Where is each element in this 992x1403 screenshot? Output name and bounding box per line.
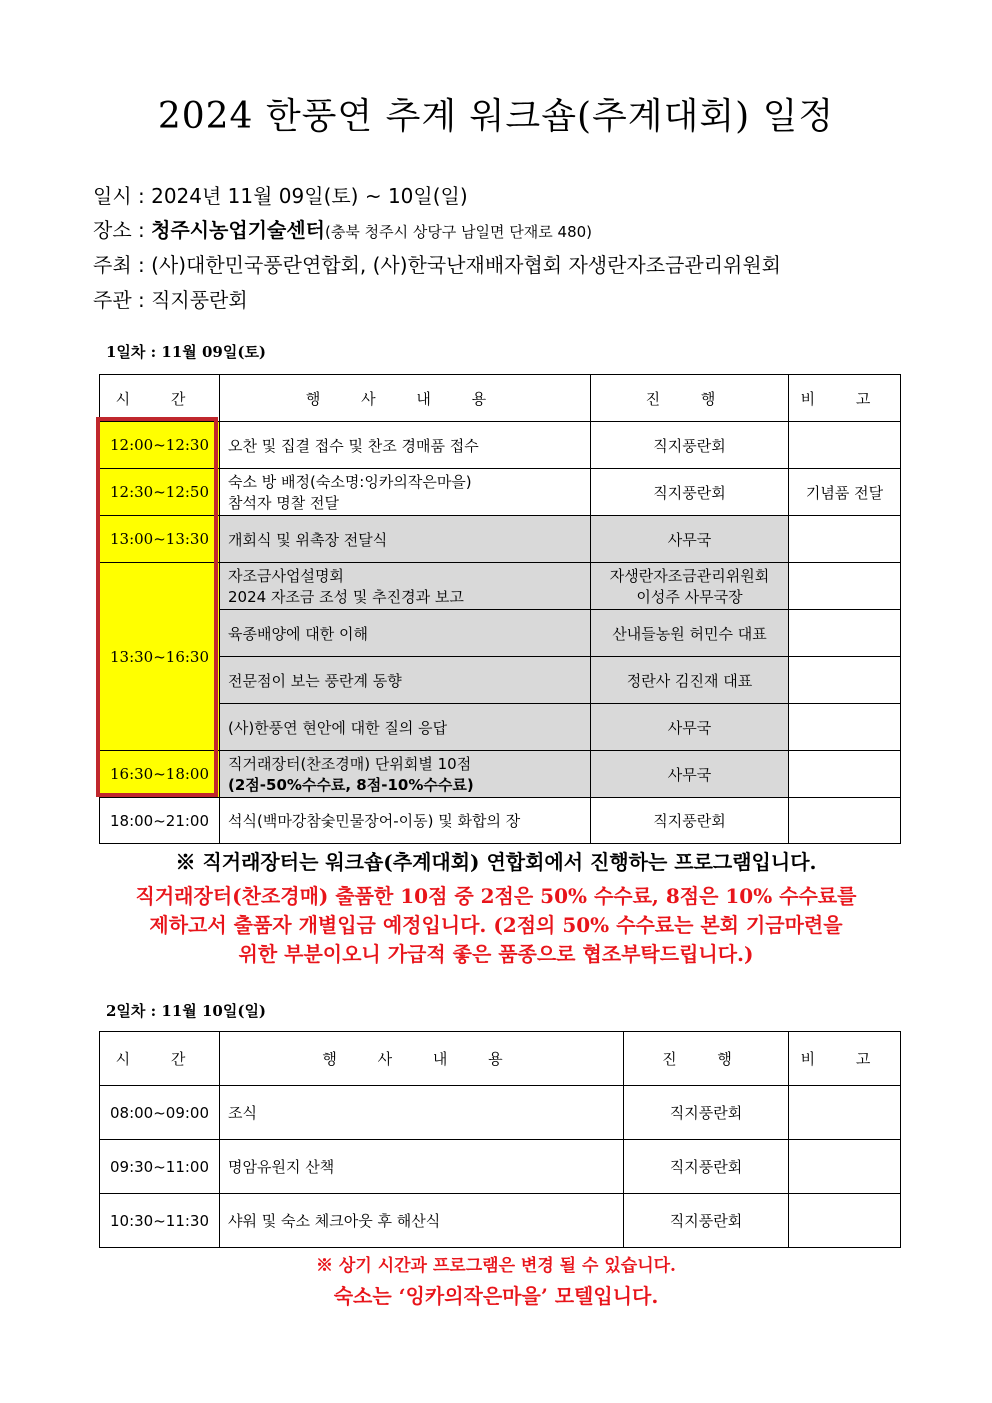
- content-cell: 개회식 및 위촉장 전달식: [220, 516, 591, 563]
- content-line: 2024 자조금 조성 및 추진경과 보고: [228, 588, 464, 606]
- note-cell: [789, 563, 901, 610]
- event-host: 주최 : (사)대한민국풍란연합회, (사)한국난재배자협회 자생란자조금관리위원회: [93, 253, 781, 277]
- header-note: 비 고: [789, 375, 901, 422]
- fee-note-line: 제하고서 출품자 개별입금 예정입니다. (2점의 50% 수수료는 본회 기금마련을: [149, 913, 843, 937]
- content-cell: 전문점이 보는 풍란계 동향: [220, 657, 591, 704]
- table-row: [100, 563, 901, 610]
- header-time: 시 간: [100, 1032, 220, 1086]
- day1-label: 1일차 : 11월 09일(토): [106, 343, 267, 361]
- host-cell: 직지풍란회: [624, 1086, 789, 1140]
- host-cell: 사무국: [591, 704, 789, 751]
- header-content: 행 사 내 용: [220, 1032, 624, 1086]
- host-cell: 직지풍란회: [591, 422, 789, 469]
- change-notice: ※ 상기 시간과 프로그램은 변경 될 수 있습니다.: [316, 1256, 676, 1276]
- place-name: 청주시농업기술센터: [151, 218, 325, 242]
- table-row: [100, 1140, 901, 1194]
- note-cell: 기념품 전달: [789, 469, 901, 516]
- note-cell: [789, 704, 901, 751]
- host-cell: 정란사 김진재 대표: [591, 657, 789, 704]
- place-prefix: 장소 :: [93, 218, 152, 242]
- place-address: (충북 청주시 상당구 남일면 단재로 480): [324, 223, 593, 241]
- host-cell: 직지풍란회: [624, 1194, 789, 1248]
- host-cell: 사무국: [591, 516, 789, 563]
- fee-note-line: 직거래장터(찬조경매) 출품한 10점 중 2점은 50% 수수료, 8점은 10% 수수료를: [135, 884, 857, 908]
- header-host: 진 행: [591, 375, 789, 422]
- time-cell: 16:30~18:00: [100, 751, 220, 798]
- header-host: 진 행: [624, 1032, 789, 1086]
- time-cell: 08:00~09:00: [100, 1086, 220, 1140]
- note-cell: [789, 422, 901, 469]
- time-cell: 12:00~12:30: [100, 422, 220, 469]
- note-cell: [789, 516, 901, 563]
- content-cell: 오찬 및 집결 접수 및 찬조 경매품 접수: [220, 422, 591, 469]
- time-cell: 13:30~16:30: [100, 563, 220, 751]
- host-cell: 사무국: [591, 751, 789, 798]
- content-line: 직거래장터(찬조경매) 단위회별 10점: [228, 755, 472, 773]
- day2-schedule-table: [99, 1031, 901, 1248]
- host-cell: [591, 563, 789, 610]
- time-cell: 09:30~11:00: [100, 1140, 220, 1194]
- table-row: [100, 469, 901, 516]
- table-row: [100, 422, 901, 469]
- content-cell: 샤워 및 숙소 체크아웃 후 해산식: [220, 1194, 624, 1248]
- table-row: [100, 1086, 901, 1140]
- table-row: [100, 516, 901, 563]
- highlight-frame: [96, 417, 218, 797]
- note-cell: [789, 1194, 901, 1248]
- table-row: [100, 1194, 901, 1248]
- host-cell: 직지풍란회: [624, 1140, 789, 1194]
- market-note: ※ 직거래장터는 워크숍(추계대회) 연합회에서 진행하는 프로그램입니다.: [175, 850, 817, 874]
- header-note: 비 고: [789, 1032, 901, 1086]
- time-cell: 12:30~12:50: [100, 469, 220, 516]
- table-row: [100, 657, 901, 704]
- note-cell: [789, 1086, 901, 1140]
- event-organizer: 주관 : 직지풍란회: [93, 288, 248, 312]
- content-cell: 명암유원지 산책: [220, 1140, 624, 1194]
- table-row: [100, 610, 901, 657]
- note-cell: [789, 798, 901, 844]
- content-cell: 석식(백마강참숯민물장어-이동) 및 화합의 장: [220, 798, 591, 844]
- note-cell: [789, 657, 901, 704]
- content-cell: (사)한풍연 현안에 대한 질의 응답: [220, 704, 591, 751]
- host-line: 이성주 사무국장: [636, 588, 743, 606]
- table-row: [100, 704, 901, 751]
- page-title: 2024 한풍연 추계 워크숍(추계대회) 일정: [157, 96, 835, 137]
- time-cell: 13:00~13:30: [100, 516, 220, 563]
- lodging-notice: 숙소는 ‘잉카의작은마을’ 모텔입니다.: [333, 1284, 659, 1308]
- table-header-row: [100, 1032, 901, 1086]
- content-cell: [220, 469, 591, 516]
- header-content: 행 사 내 용: [220, 375, 591, 422]
- event-date: 일시 : 2024년 11월 09일(토) ~ 10일(일): [93, 184, 468, 208]
- event-place: [93, 214, 592, 243]
- content-cell: 육종배양에 대한 이해: [220, 610, 591, 657]
- content-cell: 조식: [220, 1086, 624, 1140]
- content-cell: [220, 563, 591, 610]
- content-line: 숙소 방 배정(숙소명:잉카의작은마을): [228, 473, 472, 491]
- day1-schedule-table: [99, 374, 901, 844]
- note-cell: [789, 751, 901, 798]
- day2-label: 2일차 : 11월 10일(일): [106, 1002, 267, 1020]
- host-cell: 직지풍란회: [591, 469, 789, 516]
- time-cell: 10:30~11:30: [100, 1194, 220, 1248]
- fee-note-line: 위한 부분이오니 가급적 좋은 품종으로 협조부탁드립니다.): [238, 942, 754, 966]
- header-time: 시 간: [100, 375, 220, 422]
- note-cell: [789, 1140, 901, 1194]
- content-line: (2점-50%수수료, 8점-10%수수료): [228, 776, 474, 794]
- note-cell: [789, 610, 901, 657]
- table-header-row: [100, 375, 901, 422]
- table-row: [100, 798, 901, 844]
- host-cell: 산내들농원 허민수 대표: [591, 610, 789, 657]
- table-row: [100, 751, 901, 798]
- host-cell: 직지풍란회: [591, 798, 789, 844]
- content-line: 참석자 명찰 전달: [228, 494, 339, 512]
- host-line: 자생란자조금관리위원회: [609, 567, 770, 585]
- content-line: 자조금사업설명회: [228, 567, 344, 585]
- time-cell: 18:00~21:00: [100, 798, 220, 844]
- content-cell: [220, 751, 591, 798]
